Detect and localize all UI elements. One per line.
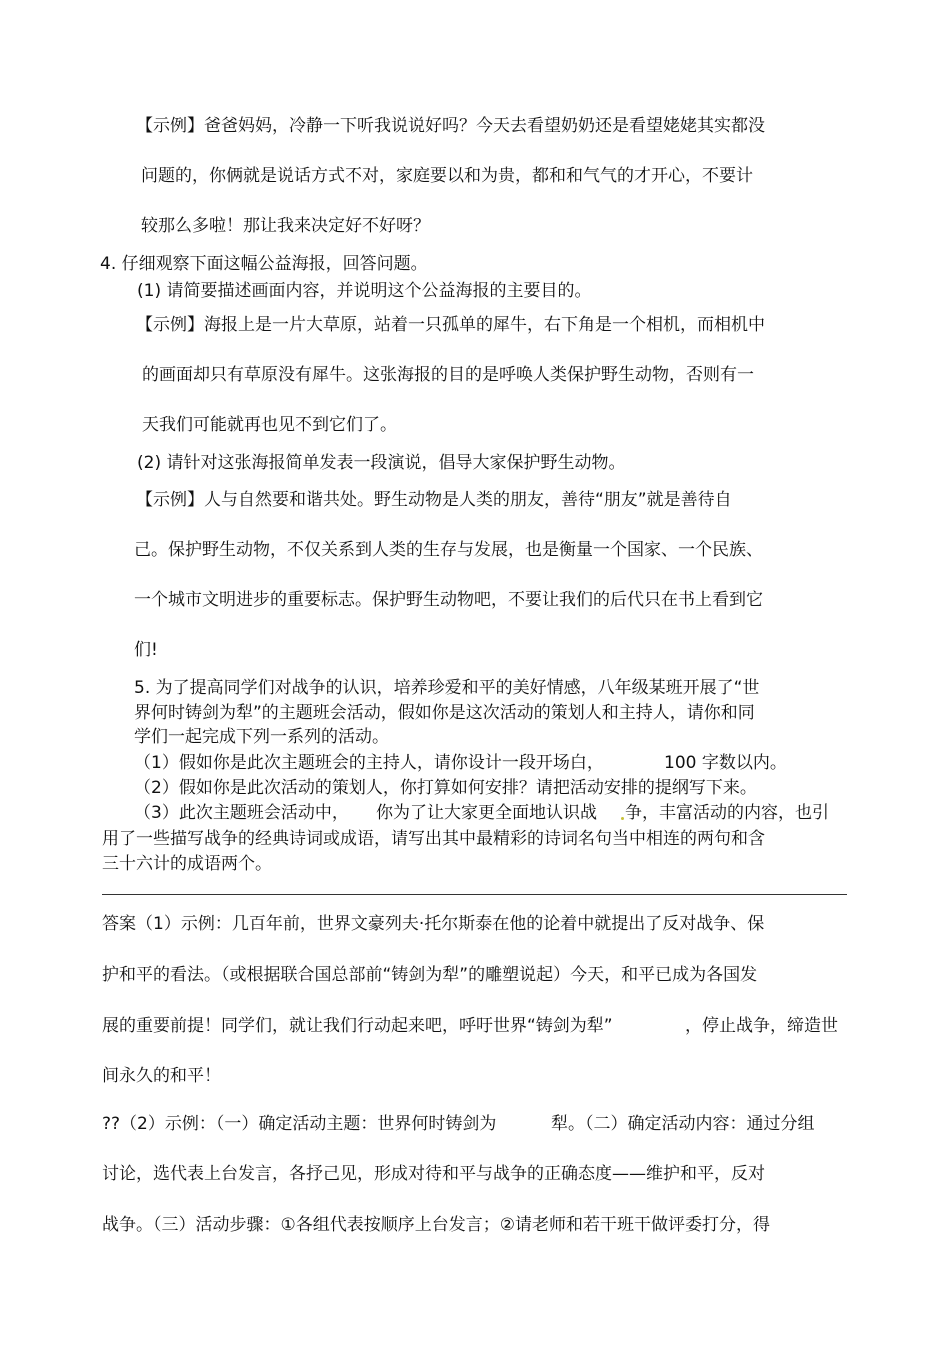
answer-text-line: ??（2）示例：（一）确定活动主题：世界何时铸剑为 (102, 1114, 497, 1134)
question-5-sub-3: 争，丰富活动的内容，也引 (625, 803, 829, 823)
question-4-part-1: (1) 请简要描述画面内容，并说明这个公益海报的主要目的。 (137, 281, 592, 301)
question-5-text: 5. 为了提高同学们对战争的认识，培养珍爱和平的美好情感，八年级某班开展了“世 (134, 678, 760, 698)
example-text-line: 【示例】海报上是一片大草原，站着一只孤单的犀牛，右下角是一个相机，而相机中 (136, 315, 765, 335)
answer-text-line: 答案（1）示例：几百年前，世界文豪列夫·托尔斯泰在他的论着中就提出了反对战争、保 (102, 914, 765, 934)
question-5-sub-3: 你为了让大家更全面地认识战 (376, 803, 597, 823)
answer-text-line: 讨论，选代表上台发言，各抒己见，形成对待和平与战争的正确态度——维护和平，反对 (102, 1164, 765, 1184)
example-text-line: 较那么多啦！那让我来决定好不好呀？ (141, 216, 430, 236)
question-5-sub-2: （2）假如你是此次活动的策划人，你打算如何安排？请把活动安排的提纲写下来。 (134, 778, 757, 798)
answer-text-line: ，停止战争，缔造世 (685, 1016, 838, 1036)
question-5-sub-1-limit: 100 字数以内。 (664, 753, 787, 773)
example-text-line: 己。保护野生动物，不仅关系到人类的生存与发展，也是衡量一个国家、一个民族、 (134, 540, 763, 560)
question-5-sub-3: 三十六计的成语两个。 (102, 854, 272, 874)
answer-text-line: 护和平的看法。（或根据联合国总部前“铸剑为犁”的雕塑说起）今天，和平已成为各国发 (102, 965, 758, 985)
divider-line (102, 894, 847, 895)
answer-text-line: 间永久的和平！ (102, 1066, 221, 1086)
example-text-line: 【示例】爸爸妈妈，冷静一下听我说说好吗？今天去看望奶奶还是看望姥姥其实都没 (136, 116, 765, 136)
example-text-line: 的画面却只有草原没有犀牛。这张海报的目的是呼唤人类保护野生动物，否则有一 (142, 365, 754, 385)
ink-speck (621, 817, 624, 820)
example-text-line: 们! (134, 640, 158, 660)
question-5-sub-3: （3）此次主题班会活动中， (134, 803, 349, 823)
question-5-text: 界何时铸剑为犁”的主题班会活动，假如你是这次活动的策划人和主持人，请你和同 (134, 703, 755, 723)
answer-text-line: 展的重要前提！同学们，就让我们行动起来吧，呼吁世界“铸剑为犁” (102, 1016, 613, 1036)
question-4-title: 4. 仔细观察下面这幅公益海报，回答问题。 (100, 254, 428, 274)
example-text-line: 天我们可能就再也见不到它们了。 (142, 415, 397, 435)
question-4-part-2: (2) 请针对这张海报简单发表一段演说，倡导大家保护野生动物。 (137, 453, 626, 473)
example-text-line: 一个城市文明进步的重要标志。保护野生动物吧，不要让我们的后代只在书上看到它 (134, 590, 763, 610)
question-5-sub-1: （1）假如你是此次主题班会的主持人，请你设计一段开场白， (134, 753, 604, 773)
question-5-text: 学们一起完成下列一系列的活动。 (134, 727, 389, 747)
example-text-line: 问题的，你俩就是说话方式不对，家庭要以和为贵，都和和气气的才开心，不要计 (141, 166, 753, 186)
question-5-sub-3: 用了一些描写战争的经典诗词或成语，请写出其中最精彩的诗词名句当中相连的两句和含 (102, 829, 765, 849)
answer-text-line: 犁。（二）确定活动内容：通过分组 (551, 1114, 815, 1134)
answer-text-line: 战争。（三）活动步骤：①各组代表按顺序上台发言；②请老师和若干班干做评委打分，得 (102, 1215, 770, 1235)
example-text-line: 【示例】人与自然要和谐共处。野生动物是人类的朋友，善待“朋友”就是善待自 (136, 490, 732, 510)
